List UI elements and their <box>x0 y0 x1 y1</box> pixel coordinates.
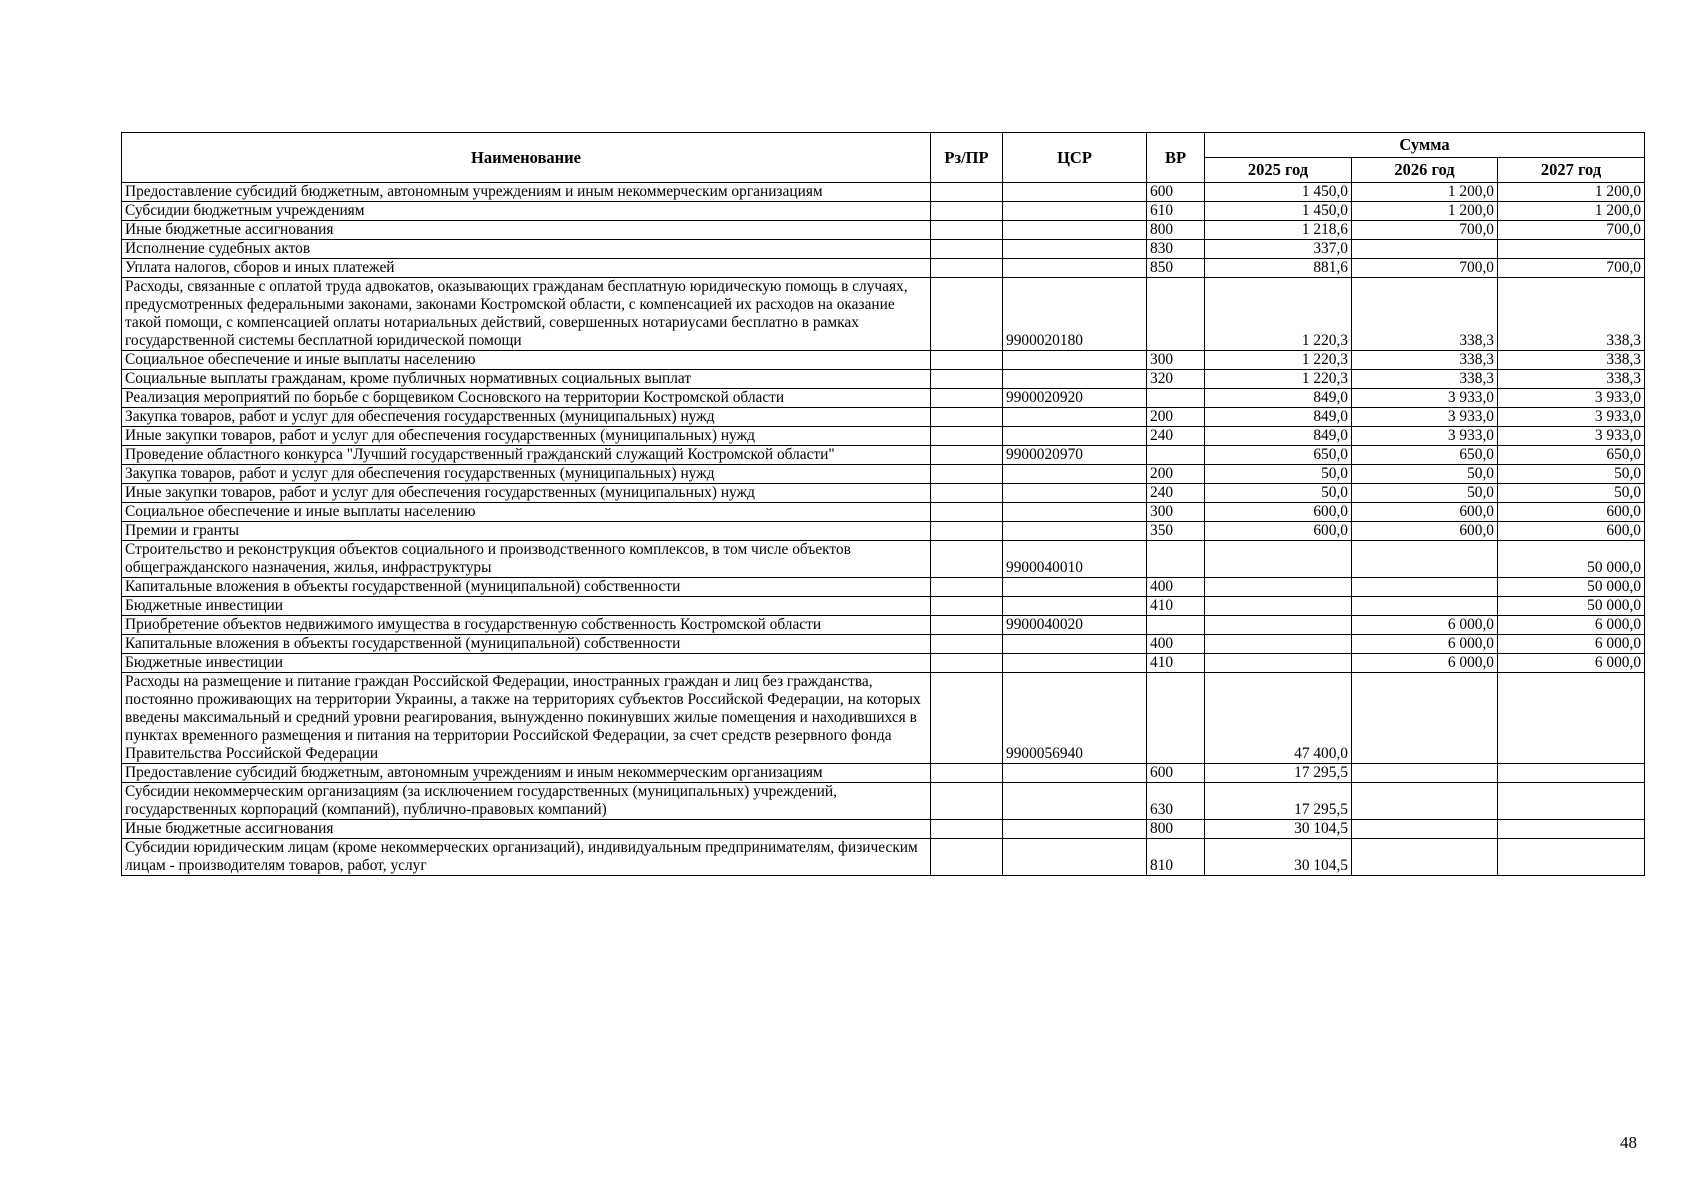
header-vr: ВР <box>1147 133 1205 183</box>
table-row <box>122 183 1645 202</box>
cell-2025 <box>1205 597 1352 616</box>
cell-rzpr <box>931 484 1003 503</box>
cell-name: Иные бюджетные ассигнования <box>122 820 931 839</box>
cell-2025: 1 450,0 <box>1205 202 1352 221</box>
cell-2025: 600,0 <box>1205 503 1352 522</box>
cell-2026: 3 933,0 <box>1352 427 1498 446</box>
cell-vr <box>1147 278 1205 351</box>
cell-2027: 3 933,0 <box>1498 389 1645 408</box>
cell-2025: 650,0 <box>1205 446 1352 465</box>
cell-rzpr <box>931 259 1003 278</box>
cell-2026: 50,0 <box>1352 465 1498 484</box>
cell-csr <box>1003 465 1147 484</box>
cell-rzpr <box>931 240 1003 259</box>
cell-rzpr <box>931 578 1003 597</box>
cell-2025: 50,0 <box>1205 484 1352 503</box>
table-row <box>122 389 1645 408</box>
cell-csr <box>1003 597 1147 616</box>
cell-2027: 50 000,0 <box>1498 541 1645 578</box>
budget-table <box>121 132 1645 876</box>
cell-rzpr <box>931 202 1003 221</box>
header-sum: Сумма <box>1205 133 1645 158</box>
cell-vr: 810 <box>1147 839 1205 876</box>
cell-rzpr <box>931 597 1003 616</box>
cell-2027: 650,0 <box>1498 446 1645 465</box>
cell-csr <box>1003 202 1147 221</box>
cell-2026 <box>1352 597 1498 616</box>
cell-name: Субсидии юридическим лицам (кроме некоммерческих организаций), индивидуальным предпринимателям, физическим лицам - производителям товаров, работ, услуг <box>122 839 931 876</box>
cell-csr <box>1003 578 1147 597</box>
table-row <box>122 278 1645 351</box>
cell-2025: 1 220,3 <box>1205 278 1352 351</box>
cell-2025: 849,0 <box>1205 427 1352 446</box>
cell-2027: 6 000,0 <box>1498 635 1645 654</box>
cell-csr <box>1003 635 1147 654</box>
table-row <box>122 764 1645 783</box>
table-row <box>122 783 1645 820</box>
cell-2026: 3 933,0 <box>1352 389 1498 408</box>
cell-rzpr <box>931 783 1003 820</box>
cell-2025: 1 218,6 <box>1205 221 1352 240</box>
table-header <box>122 133 1645 183</box>
cell-2026 <box>1352 839 1498 876</box>
cell-rzpr <box>931 351 1003 370</box>
cell-2027 <box>1498 820 1645 839</box>
cell-2027 <box>1498 764 1645 783</box>
cell-2027 <box>1498 839 1645 876</box>
cell-2026 <box>1352 578 1498 597</box>
cell-name: Реализация мероприятий по борьбе с борщевиком Сосновского на территории Костромской области <box>122 389 931 408</box>
table-row <box>122 541 1645 578</box>
cell-vr: 350 <box>1147 522 1205 541</box>
cell-2027: 50 000,0 <box>1498 597 1645 616</box>
cell-2025: 30 104,5 <box>1205 839 1352 876</box>
cell-vr <box>1147 616 1205 635</box>
table-row <box>122 259 1645 278</box>
cell-2027: 600,0 <box>1498 522 1645 541</box>
cell-2025: 17 295,5 <box>1205 764 1352 783</box>
cell-rzpr <box>931 820 1003 839</box>
cell-vr: 320 <box>1147 370 1205 389</box>
cell-csr: 9900020920 <box>1003 389 1147 408</box>
cell-2026: 1 200,0 <box>1352 202 1498 221</box>
cell-rzpr <box>931 446 1003 465</box>
table-row <box>122 820 1645 839</box>
cell-2025 <box>1205 616 1352 635</box>
table-row <box>122 351 1645 370</box>
cell-rzpr <box>931 221 1003 240</box>
cell-name: Проведение областного конкурса "Лучший государственный гражданский служащий Костромской области" <box>122 446 931 465</box>
cell-csr: 9900040020 <box>1003 616 1147 635</box>
cell-2025 <box>1205 654 1352 673</box>
cell-csr: 9900020180 <box>1003 278 1147 351</box>
cell-2025: 1 220,3 <box>1205 351 1352 370</box>
table-row <box>122 673 1645 764</box>
cell-vr: 240 <box>1147 484 1205 503</box>
cell-vr: 800 <box>1147 820 1205 839</box>
cell-csr <box>1003 522 1147 541</box>
cell-vr: 300 <box>1147 503 1205 522</box>
table-row <box>122 839 1645 876</box>
cell-vr: 610 <box>1147 202 1205 221</box>
table-row <box>122 427 1645 446</box>
cell-csr <box>1003 783 1147 820</box>
cell-2027: 50,0 <box>1498 465 1645 484</box>
table-row <box>122 484 1645 503</box>
header-2025: 2025 год <box>1205 158 1352 183</box>
cell-2026: 650,0 <box>1352 446 1498 465</box>
cell-name: Уплата налогов, сборов и иных платежей <box>122 259 931 278</box>
header-2026: 2026 год <box>1352 158 1498 183</box>
cell-vr: 830 <box>1147 240 1205 259</box>
cell-csr: 9900020970 <box>1003 446 1147 465</box>
cell-2026: 600,0 <box>1352 503 1498 522</box>
cell-name: Иные закупки товаров, работ и услуг для обеспечения государственных (муниципальных) нужд <box>122 484 931 503</box>
cell-2025: 30 104,5 <box>1205 820 1352 839</box>
cell-2025: 600,0 <box>1205 522 1352 541</box>
cell-vr: 400 <box>1147 635 1205 654</box>
cell-vr: 850 <box>1147 259 1205 278</box>
cell-2025: 47 400,0 <box>1205 673 1352 764</box>
cell-name: Закупка товаров, работ и услуг для обеспечения государственных (муниципальных) нужд <box>122 408 931 427</box>
cell-rzpr <box>931 408 1003 427</box>
cell-2026 <box>1352 783 1498 820</box>
cell-csr <box>1003 240 1147 259</box>
cell-vr <box>1147 673 1205 764</box>
cell-csr <box>1003 221 1147 240</box>
cell-csr <box>1003 351 1147 370</box>
cell-2025 <box>1205 578 1352 597</box>
cell-rzpr <box>931 389 1003 408</box>
cell-rzpr <box>931 465 1003 484</box>
cell-2026: 700,0 <box>1352 221 1498 240</box>
cell-2027: 50 000,0 <box>1498 578 1645 597</box>
cell-vr: 410 <box>1147 654 1205 673</box>
table-row <box>122 370 1645 389</box>
table-row <box>122 654 1645 673</box>
cell-2027 <box>1498 673 1645 764</box>
cell-vr: 200 <box>1147 408 1205 427</box>
cell-name: Иные закупки товаров, работ и услуг для обеспечения государственных (муниципальных) нужд <box>122 427 931 446</box>
cell-2026: 700,0 <box>1352 259 1498 278</box>
table-body <box>122 183 1645 876</box>
cell-name: Субсидии некоммерческим организациям (за исключением государственных (муниципальных) учреждений, государственных корпораций (компаний), публично-правовых компаний) <box>122 783 931 820</box>
cell-name: Иные бюджетные ассигнования <box>122 221 931 240</box>
cell-vr: 300 <box>1147 351 1205 370</box>
cell-2025 <box>1205 635 1352 654</box>
cell-2027: 338,3 <box>1498 370 1645 389</box>
cell-rzpr <box>931 764 1003 783</box>
cell-2026: 50,0 <box>1352 484 1498 503</box>
cell-name: Премии и гранты <box>122 522 931 541</box>
cell-rzpr <box>931 183 1003 202</box>
table-row <box>122 446 1645 465</box>
cell-rzpr <box>931 503 1003 522</box>
cell-2027: 700,0 <box>1498 221 1645 240</box>
table-row <box>122 597 1645 616</box>
header-rzpr: Рз/ПР <box>931 133 1003 183</box>
cell-2027: 338,3 <box>1498 351 1645 370</box>
cell-2026: 338,3 <box>1352 278 1498 351</box>
cell-2026: 338,3 <box>1352 370 1498 389</box>
cell-csr <box>1003 370 1147 389</box>
cell-csr <box>1003 427 1147 446</box>
cell-vr: 240 <box>1147 427 1205 446</box>
cell-csr <box>1003 183 1147 202</box>
cell-name: Капитальные вложения в объекты государственной (муниципальной) собственности <box>122 635 931 654</box>
cell-rzpr <box>931 522 1003 541</box>
cell-vr: 600 <box>1147 764 1205 783</box>
table-row <box>122 635 1645 654</box>
cell-name: Строительство и реконструкция объектов социального и производственного комплексов, в том числе объектов общегражданского назначения, жилья, инфраструктуры <box>122 541 931 578</box>
cell-2025: 881,6 <box>1205 259 1352 278</box>
header-csr: ЦСР <box>1003 133 1147 183</box>
table-row <box>122 202 1645 221</box>
table-row <box>122 221 1645 240</box>
cell-2025: 1 450,0 <box>1205 183 1352 202</box>
table-row <box>122 503 1645 522</box>
cell-vr <box>1147 541 1205 578</box>
cell-rzpr <box>931 427 1003 446</box>
cell-2026: 338,3 <box>1352 351 1498 370</box>
cell-vr <box>1147 446 1205 465</box>
cell-rzpr <box>931 673 1003 764</box>
cell-csr <box>1003 839 1147 876</box>
cell-csr <box>1003 484 1147 503</box>
cell-2026 <box>1352 673 1498 764</box>
cell-2026: 600,0 <box>1352 522 1498 541</box>
cell-2026: 6 000,0 <box>1352 635 1498 654</box>
cell-2026 <box>1352 541 1498 578</box>
cell-2027: 1 200,0 <box>1498 183 1645 202</box>
cell-name: Субсидии бюджетным учреждениям <box>122 202 931 221</box>
cell-2027: 1 200,0 <box>1498 202 1645 221</box>
cell-csr <box>1003 764 1147 783</box>
cell-rzpr <box>931 839 1003 876</box>
cell-2026 <box>1352 820 1498 839</box>
cell-csr <box>1003 820 1147 839</box>
cell-name: Закупка товаров, работ и услуг для обеспечения государственных (муниципальных) нужд <box>122 465 931 484</box>
cell-name: Бюджетные инвестиции <box>122 654 931 673</box>
cell-rzpr <box>931 278 1003 351</box>
cell-2027: 6 000,0 <box>1498 654 1645 673</box>
cell-csr <box>1003 503 1147 522</box>
table-row <box>122 616 1645 635</box>
cell-vr: 400 <box>1147 578 1205 597</box>
cell-vr: 600 <box>1147 183 1205 202</box>
cell-name: Социальное обеспечение и иные выплаты населению <box>122 503 931 522</box>
cell-2025: 50,0 <box>1205 465 1352 484</box>
cell-vr: 200 <box>1147 465 1205 484</box>
cell-csr <box>1003 408 1147 427</box>
cell-name: Бюджетные инвестиции <box>122 597 931 616</box>
cell-2025: 849,0 <box>1205 389 1352 408</box>
cell-vr: 410 <box>1147 597 1205 616</box>
cell-rzpr <box>931 635 1003 654</box>
cell-2025: 849,0 <box>1205 408 1352 427</box>
cell-2027: 3 933,0 <box>1498 427 1645 446</box>
cell-2025: 1 220,3 <box>1205 370 1352 389</box>
cell-name: Исполнение судебных актов <box>122 240 931 259</box>
cell-name: Социальное обеспечение и иные выплаты населению <box>122 351 931 370</box>
cell-csr: 9900056940 <box>1003 673 1147 764</box>
cell-name: Расходы, связанные с оплатой труда адвокатов, оказывающих гражданам бесплатную юридическую помощь в случаях, предусмотренных федеральными законами, законами Костромской области, с компенсацией их расходов на оказание такой помощи, с компенсацией оплаты нотариальных действий, совершенных нотариусами бесплатно в рамках государственной системы бесплатной юридической помощи <box>122 278 931 351</box>
cell-2027: 3 933,0 <box>1498 408 1645 427</box>
cell-2027 <box>1498 783 1645 820</box>
cell-name: Расходы на размещение и питание граждан Российской Федерации, иностранных граждан и лиц без гражданства, постоянно проживающих на территории Украины, а также на территориях субъектов Российской Федерации, на которых введены максимальный и средний уровни реагирования, вынужденно покинувших жилые помещения и находившихся в пунктах временного размещения и питания на территории Российской Федерации, за счет средств резервного фонда Правительства Российской Федерации <box>122 673 931 764</box>
cell-rzpr <box>931 541 1003 578</box>
cell-2026 <box>1352 764 1498 783</box>
cell-2027: 700,0 <box>1498 259 1645 278</box>
cell-csr <box>1003 259 1147 278</box>
cell-vr <box>1147 389 1205 408</box>
cell-2027 <box>1498 240 1645 259</box>
cell-2026: 6 000,0 <box>1352 654 1498 673</box>
table-row <box>122 522 1645 541</box>
cell-2027: 338,3 <box>1498 278 1645 351</box>
header-name: Наименование <box>122 133 931 183</box>
cell-name: Приобретение объектов недвижимого имущества в государственную собственность Костромской области <box>122 616 931 635</box>
table-row <box>122 465 1645 484</box>
table-row <box>122 240 1645 259</box>
cell-2026: 6 000,0 <box>1352 616 1498 635</box>
cell-2026: 1 200,0 <box>1352 183 1498 202</box>
cell-2027: 50,0 <box>1498 484 1645 503</box>
cell-csr <box>1003 654 1147 673</box>
cell-vr: 800 <box>1147 221 1205 240</box>
cell-2025 <box>1205 541 1352 578</box>
table-row <box>122 578 1645 597</box>
cell-2025: 337,0 <box>1205 240 1352 259</box>
cell-2026 <box>1352 240 1498 259</box>
cell-name: Предоставление субсидий бюджетным, автономным учреждениям и иным некоммерческим организациям <box>122 764 931 783</box>
cell-2027: 600,0 <box>1498 503 1645 522</box>
page-number: 48 <box>1620 1133 1637 1152</box>
cell-csr: 9900040010 <box>1003 541 1147 578</box>
cell-vr: 630 <box>1147 783 1205 820</box>
cell-rzpr <box>931 370 1003 389</box>
table-row <box>122 408 1645 427</box>
cell-name: Социальные выплаты гражданам, кроме публичных нормативных социальных выплат <box>122 370 931 389</box>
cell-2026: 3 933,0 <box>1352 408 1498 427</box>
header-2027: 2027 год <box>1498 158 1645 183</box>
cell-2027: 6 000,0 <box>1498 616 1645 635</box>
cell-2025: 17 295,5 <box>1205 783 1352 820</box>
cell-name: Предоставление субсидий бюджетным, автономным учреждениям и иным некоммерческим организациям <box>122 183 931 202</box>
cell-rzpr <box>931 616 1003 635</box>
cell-name: Капитальные вложения в объекты государственной (муниципальной) собственности <box>122 578 931 597</box>
cell-rzpr <box>931 654 1003 673</box>
